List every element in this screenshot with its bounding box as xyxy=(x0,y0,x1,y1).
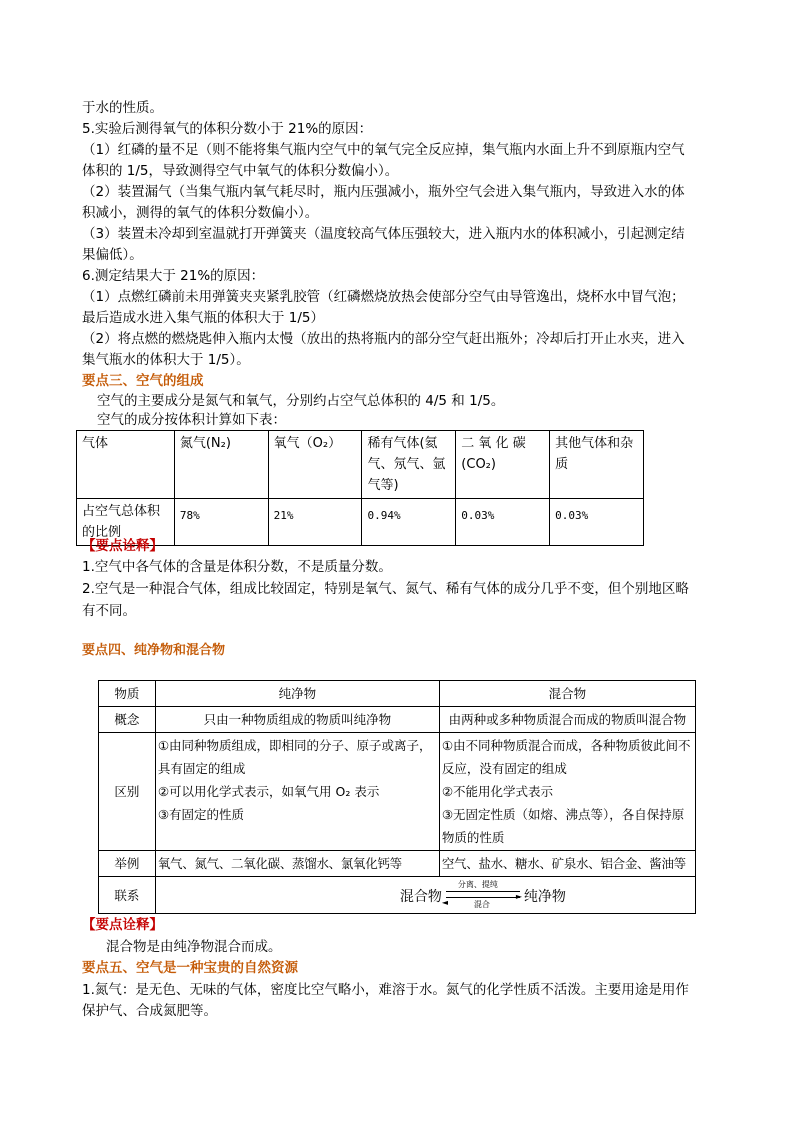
relation-diagram xyxy=(156,878,695,912)
text-line: （1）点燃红磷前未用弹簧夹夹紧乳胶管（红磷燃烧放热会使部分空气由导管逸出，烧杯水中冒气泡； xyxy=(82,289,685,305)
text-line: 6.测定结果大于 21%的原因： xyxy=(82,268,265,284)
backward-arrow xyxy=(446,897,520,898)
note-tag: 【要点诠释】 xyxy=(82,538,163,554)
cell-line: 反应，没有固定的组成 xyxy=(441,761,567,776)
cell-line: ②不能用化学式表示 xyxy=(441,784,554,799)
table-cell xyxy=(439,733,695,851)
cell-line: ③无固定性质（如熔、沸点等），各自保持原 xyxy=(441,807,685,822)
table-cell: 区别 xyxy=(99,733,156,851)
forward-arrow xyxy=(446,891,520,892)
text-line: 最后造成水进入集气瓶的体积大于 1/5） xyxy=(82,310,325,326)
arrow-head-icon: ◄ xyxy=(441,898,448,907)
text-line: 空气的成分按体积计算如下表： xyxy=(97,412,286,428)
table-cell: 21% xyxy=(268,499,362,546)
table-cell: 气体 xyxy=(77,431,175,499)
text-line: 体积的 1/5，导致测得空气中氧气的体积分数偏小）。 xyxy=(82,163,399,179)
table-cell: 0.03% xyxy=(550,499,644,546)
text-line: 于水的性质。 xyxy=(82,100,163,116)
table-header-row xyxy=(99,681,696,707)
table-cell: 纯净物 xyxy=(155,681,439,707)
text-line: 积减小，测得的氧气的体积分数偏小）。 xyxy=(82,205,319,221)
table-cell: 占空气总体积的比例 xyxy=(77,499,175,546)
relation-cell xyxy=(155,877,695,914)
table-cell: 概念 xyxy=(99,707,156,733)
table-cell: 二 氧 化 碳(CO₂) xyxy=(456,431,550,499)
table-cell: 联系 xyxy=(99,877,156,914)
note-tag: 【要点诠释】 xyxy=(82,917,163,933)
pure-substance-label: 纯净物 xyxy=(523,889,566,905)
text-line: （1）红磷的量不足（则不能将集气瓶内空气中的氧气完全反应掉，集气瓶内水面上升不到原瓶内空气 xyxy=(82,142,685,158)
table-cell: 氧气（O₂） xyxy=(268,431,362,499)
table-cell: 0.03% xyxy=(456,499,550,546)
table-cell: 只由一种物质组成的物质叫纯净物 xyxy=(155,707,439,733)
section-heading-4: 要点四、纯净物和混合物 xyxy=(82,643,226,658)
text-line: （2）装置漏气（当集气瓶内氧气耗尽时，瓶内压强减小，瓶外空气会进入集气瓶内，导致进入水的体 xyxy=(82,184,685,200)
arrow-head-icon: ► xyxy=(515,892,522,901)
text-line: 果偏低）。 xyxy=(82,247,143,263)
cell-line: ③有固定的性质 xyxy=(157,807,245,822)
section-heading-3: 要点三、空气的组成 xyxy=(82,373,204,389)
table-cell: 空气、盐水、糖水、矿泉水、铝合金、酱油等 xyxy=(439,851,695,877)
text-line: （3）装置未冷却到室温就打开弹簧夹（温度较高气体压强较大，进入瓶内水的体积减小，引起测定结 xyxy=(82,226,685,242)
cell-line: ②可以用化学式表示，如氧气用 O₂ 表示 xyxy=(157,784,380,799)
section-heading-5: 要点五、空气是一种宝贵的自然资源 xyxy=(82,960,298,976)
text-line: 1.氮气：是无色、无味的气体，密度比空气略小，难溶于水。氮气的化学性质不活泼。主要用途是用作 xyxy=(82,982,689,998)
text-line: 混合物是由纯净物混合而成。 xyxy=(106,939,282,955)
text-line: 保护气、合成氮肥等。 xyxy=(82,1003,217,1019)
text-line: 集气瓶水的体积大于 1/5）。 xyxy=(82,352,250,368)
table-cell: 其他气体和杂质 xyxy=(550,431,644,499)
pure-mixture-table xyxy=(98,680,696,914)
text-line: 有不同。 xyxy=(82,603,136,619)
table-cell xyxy=(155,733,439,851)
table-cell: 78% xyxy=(174,499,268,546)
table-header-row xyxy=(77,431,644,499)
table-cell: 物质 xyxy=(99,681,156,707)
mixing-label: 混合 xyxy=(473,900,490,909)
text-line: 1.空气中各气体的含量是体积分数，不是质量分数。 xyxy=(82,559,392,575)
cell-line: ①由不同种物质混合而成，各种物质彼此间不 xyxy=(441,738,691,753)
cell-line: 具有固定的组成 xyxy=(157,761,246,776)
separation-label: 分离、提纯 xyxy=(457,880,498,889)
table-row xyxy=(99,707,696,733)
text-line: 5.实验后测得氧气的体积分数小于 21%的原因： xyxy=(82,121,373,137)
cell-line: 物质的性质 xyxy=(441,830,505,845)
cell-line: ①由同种物质组成，即相同的分子、原子或离子， xyxy=(157,738,432,753)
table-row xyxy=(99,733,696,851)
table-cell: 混合物 xyxy=(439,681,695,707)
text-line: （2）将点燃的燃烧匙伸入瓶内太慢（放出的热将瓶内的部分空气赶出瓶外；冷却后打开止水夹，进入 xyxy=(82,331,685,347)
table-cell: 氮气(N₂) xyxy=(174,431,268,499)
air-composition-table xyxy=(76,430,644,546)
table-row xyxy=(99,877,696,914)
table-cell: 举例 xyxy=(99,851,156,877)
table-cell: 氧气、氮气、二氧化碳、蒸馏水、氯氧化钙等 xyxy=(155,851,439,877)
text-line: 空气的主要成分是氮气和氧气，分别约占空气总体积的 4/5 和 1/5。 xyxy=(97,393,505,409)
mixture-label: 混合物 xyxy=(399,889,442,905)
table-cell: 0.94% xyxy=(362,499,456,546)
table-row xyxy=(99,851,696,877)
table-cell: 由两种或多种物质混合而成的物质叫混合物 xyxy=(439,707,695,733)
table-cell: 稀有气体(氦气、氖气、氩气等) xyxy=(362,431,456,499)
text-line: 2.空气是一种混合气体，组成比较固定，特别是氧气、氮气、稀有气体的成分几乎不变，但个别地区略 xyxy=(82,581,689,597)
